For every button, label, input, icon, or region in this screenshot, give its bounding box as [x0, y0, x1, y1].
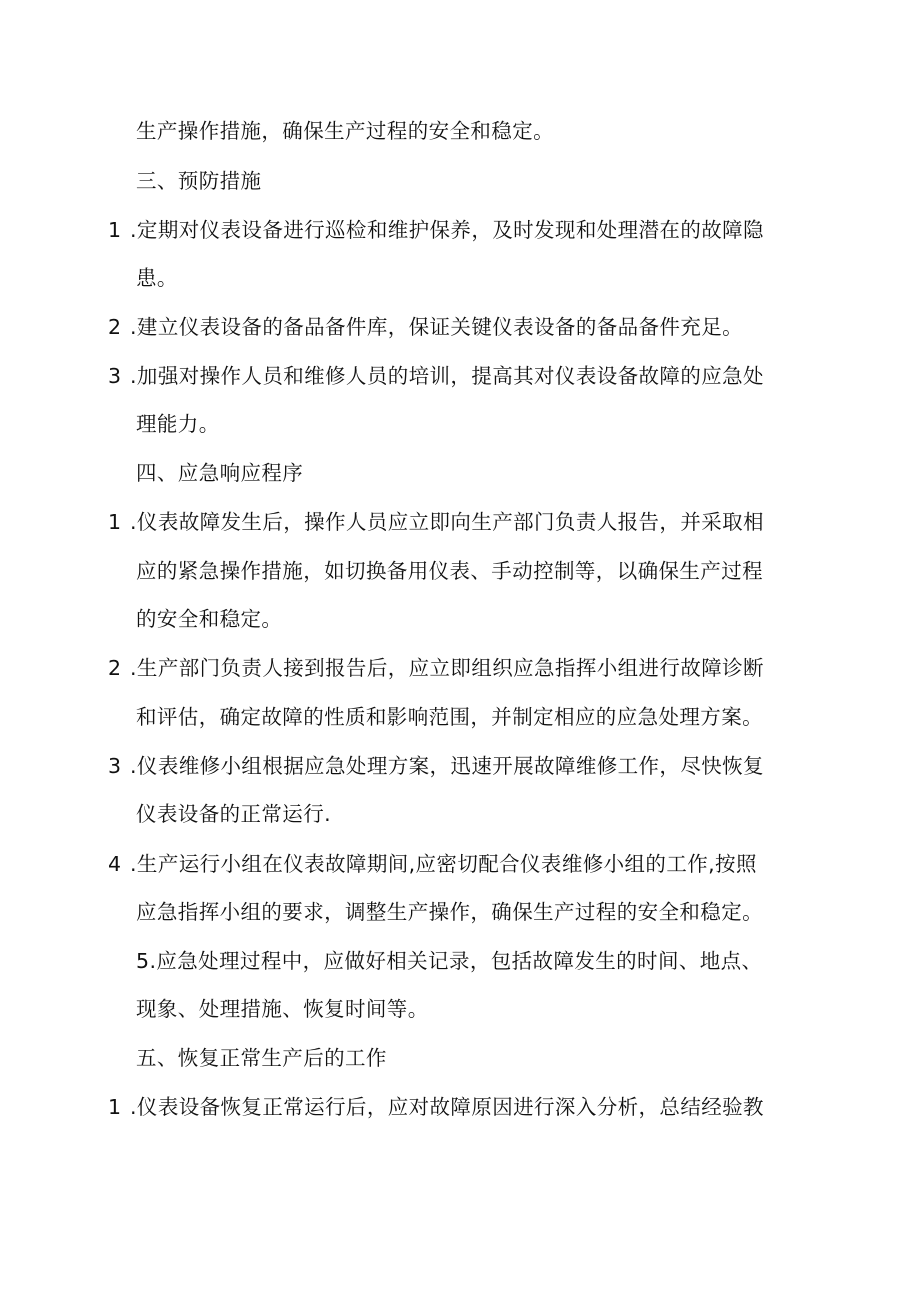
list-item-text: .仪表设备恢复正常运行后，应对故障原因进行深入分析，总结经验教 — [130, 1095, 764, 1119]
list-number: 1 — [108, 510, 122, 534]
list-item-text-continued: 的安全和稳定。 — [136, 607, 283, 631]
list-item-text-continued: 应的紧急操作措施，如切换备用仪表、手动控制等，以确保生产过程 — [136, 559, 763, 583]
list-item-text: .仪表故障发生后，操作人员应立即向生产部门负责人报告，并采取相 — [130, 510, 764, 534]
list-item-text: .仪表维修小组根据应急处理方案，迅速开展故障维修工作，尽快恢复 — [130, 754, 764, 778]
list-number: 1 — [108, 1095, 122, 1119]
list-number: 2 — [108, 656, 122, 680]
list-number: 1 — [108, 218, 122, 242]
section-heading-emergency-response: 四、应急响应程序 — [136, 461, 304, 485]
section-heading-recovery: 五、恢复正常生产后的工作 — [136, 1046, 387, 1070]
list-item-text-continued: 和评估，确定故障的性质和影响范围，并制定相应的应急处理方案。 — [136, 705, 763, 729]
list-item-text-continued: 应急指挥小组的要求，调整生产操作，确保生产过程的安全和稳定。 — [136, 900, 763, 924]
list-item-text: .加强对操作人员和维修人员的培训，提高其对仪表设备故障的应急处 — [130, 364, 764, 388]
paragraph-continuation: 生产操作措施，确保生产过程的安全和稳定。 — [136, 119, 554, 143]
list-item-text: 5.应急处理过程中，应做好相关记录，包括故障发生的时间、地点、 — [136, 949, 763, 973]
list-number: 3 — [108, 364, 122, 388]
list-item-text: .定期对仪表设备进行巡检和维护保养，及时发现和处理潜在的故障隐 — [130, 218, 764, 242]
list-number: 2 — [108, 315, 122, 339]
list-item-text: .生产运行小组在仪表故障期间,应密切配合仪表维修小组的工作,按照 — [130, 852, 757, 876]
list-number: 3 — [108, 754, 122, 778]
list-item-text-continued: 仪表设备的正常运行. — [136, 802, 332, 826]
list-item-text: .生产部门负责人接到报告后，应立即组织应急指挥小组进行故障诊断 — [130, 656, 764, 680]
section-heading-prevention: 三、预防措施 — [136, 169, 262, 193]
list-number: 4 — [108, 852, 122, 876]
list-item-text: .建立仪表设备的备品备件库，保证关键仪表设备的备品备件充足。 — [130, 315, 744, 339]
list-item-text-continued: 现象、处理措施、恢复时间等。 — [136, 997, 429, 1021]
list-item-text-continued: 患。 — [136, 266, 178, 290]
list-item-text-continued: 理能力。 — [136, 412, 220, 436]
